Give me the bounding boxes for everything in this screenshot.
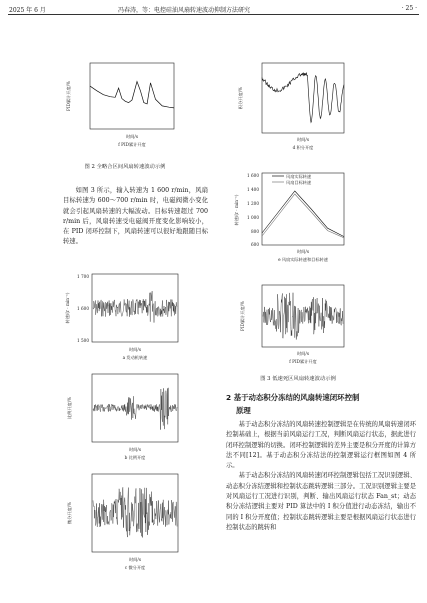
panel-f-sublabel: f PID累计开度: [289, 359, 317, 364]
header-title: 冯春涛，等：电控硅油风扇转速波动抑制方法研究: [118, 7, 251, 14]
panel-a-ytick-1: 1 600: [77, 306, 89, 311]
panel-f-series-line: [263, 293, 343, 340]
body-left-para1: 如图 3 所示，输入转速为 1 600 r/min，风扇目标转速为 600～700 r/min 时，电磁阀微小变化就会引起风扇转速的大幅波动。目标转速超过 700 r/min 后，风扇转速受电磁阀开度变化影响较小，在 PID 闭环控制下，风扇转速可以很好地跟随目标转速。: [63, 187, 208, 246]
panel-e-legend-target: 风扇目标转速: [286, 180, 312, 185]
page-number: · 25 ·: [401, 5, 417, 12]
body-right-para1: 基于动态积分冻结的风扇转速控制逻辑是在传统的风扇转速闭环控制基础上，根据当前风扇运行工况，判断风扇运行状态，据此进行闭环控制逻辑的切换。闭环控制逻辑的差异主要是积分开度的计算方法不同[12]。基于动态积分冻结法的控制逻辑运行框图如图 4 所示。: [226, 421, 416, 470]
panel-e-ytick-5: 600: [251, 242, 259, 247]
panel-a-ytick-2: 1 500: [77, 338, 89, 343]
figure2-plot-frame: [90, 63, 174, 129]
panel-d-series-line: [262, 73, 344, 123]
body-right-text: [226, 420, 416, 533]
panel-b-series-line: [93, 388, 177, 430]
panel-b-sublabel: b 比例开度: [124, 455, 146, 460]
panel-a-series-line: [93, 291, 177, 323]
panel-b-ylabel: 比例开度/%: [67, 396, 72, 420]
section2-title-line2: 原理: [236, 406, 251, 415]
panel-e-ytick-0: 1 600: [247, 173, 259, 178]
panel-c-series-line: [93, 487, 177, 537]
panel-e-ytick-2: 1 200: [247, 201, 259, 206]
figure2-chart: [62, 60, 180, 172]
figure3-panel-f: [232, 282, 352, 372]
panel-c-sublabel: c 微分开度: [124, 565, 146, 570]
panel-a-ylabel: 转速/(r · min⁻¹): [65, 292, 70, 324]
figure2-caption: 图 2 全略合区间风扇转速波动示例: [84, 164, 166, 170]
panel-e-ytick-1: 1 400: [247, 187, 259, 192]
figure3-panel-b: [62, 370, 187, 470]
panel-d-xlabel: 时间/s: [297, 137, 309, 142]
figure2-xlabel: 时间/s: [126, 134, 138, 139]
panel-c-ylabel: 微分开度/%: [67, 501, 72, 525]
figure3-panel-a: [62, 270, 187, 370]
figure3-caption: 图 3 低速死区风扇转速波动示例: [260, 376, 336, 382]
section2-title-line1: 2 基于动态积分冻结的风扇转速闭环控制: [226, 393, 360, 402]
panel-e-xlabel: 时间/s: [297, 249, 309, 254]
body-left-text: [63, 186, 208, 248]
panel-e-legend-actual: 风扇实际转速: [286, 174, 312, 179]
panel-d-sublabel: d 积分开度: [292, 145, 314, 150]
panel-e-ytick-4: 800: [251, 229, 259, 234]
figure2-sublabel: f PID累计开度: [118, 142, 146, 147]
panel-a-ytick-0: 1 700: [77, 274, 89, 279]
panel-a-xlabel: 时间/s: [129, 347, 141, 352]
panel-e-ytick-3: 1 000: [247, 215, 259, 220]
panel-e-ylabel: 转速/(r · min⁻¹): [234, 194, 239, 226]
panel-d-ylabel: 积分开度/%: [238, 86, 243, 110]
figure3-panel-e: [232, 170, 352, 276]
figure3-panel-c: [62, 470, 187, 580]
panel-c-frame: [92, 474, 178, 552]
figure3-panel-d: [232, 60, 352, 166]
panel-c-xlabel: 时间/s: [129, 557, 141, 562]
panel-b-xlabel: 时间/s: [129, 447, 141, 452]
panel-f-xlabel: 时间/s: [297, 351, 309, 356]
figure2-ylabel: PID累计开度/%: [66, 81, 71, 111]
panel-f-ylabel: PID累计开度/%: [240, 301, 245, 331]
header-rule: [8, 14, 419, 15]
panel-e-target-line: [262, 194, 344, 238]
panel-e-sublabel: e 风扇实际转速和目标转速: [278, 257, 328, 262]
header-date: 2025 年 6 月: [9, 7, 46, 14]
panel-a-sublabel: a 发动机转速: [122, 355, 148, 360]
figure2-series-line: [90, 82, 174, 108]
panel-e-actual-line: [262, 191, 344, 237]
body-right-para2: 基于动态积分冻结的风扇转速闭环控制逻辑包括工况识别逻辑、动态积分冻结逻辑和控制状态跳转逻辑三部分。工况识别逻辑主要是对风扇运行工况进行识别，判断、输出风扇运行状态 Fan_st；动态积分冻结逻辑主要对 PID 算法中的 I 积分值进行动态冻结，输出不同的 I 积分开度值；控制状态跳转逻辑主要是根据风扇运行状态进行控制状态的跳转和: [226, 472, 416, 531]
